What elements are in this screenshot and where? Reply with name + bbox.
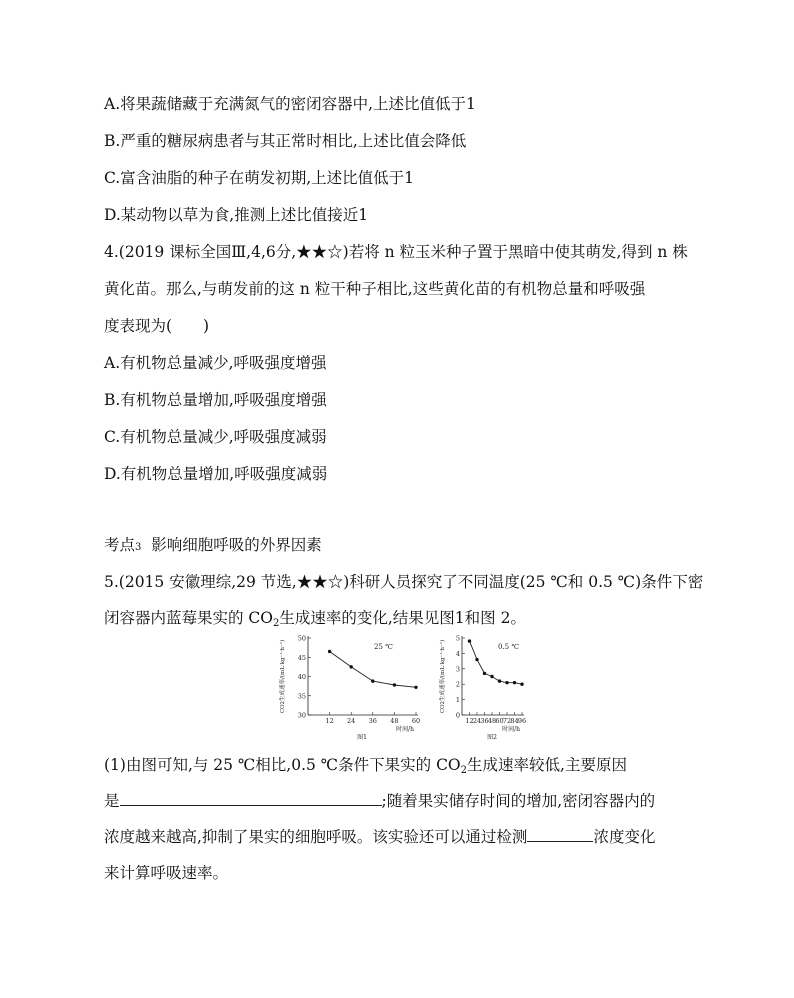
q5-p1-text-a: (1)由图可知,与 25 ℃相比,0.5 ℃条件下果实的 CO (104, 756, 461, 774)
section-title: 影响细胞呼吸的外界因素 (151, 536, 322, 554)
q5-line2-text-b: 生成速率的变化,结果见图1和图 2。 (279, 609, 526, 627)
section-prefix: 考点 (104, 536, 136, 554)
q3-option-a: A.将果蔬储藏于充满氮气的密闭容器中,上述比值低于1 (104, 95, 476, 113)
y-tick-label: 35 (297, 692, 306, 701)
q5-part1-line1 (104, 755, 627, 781)
data-point (475, 658, 478, 661)
co2-subscript-2: 2 (460, 765, 468, 776)
x-tick-label: 60 (411, 717, 421, 725)
y-tick-label: 4 (455, 649, 460, 658)
q5-stem-line1: 5.(2015 安徽理综,29 节选,★★☆)科研人员探究了不同温度(25 ℃和 0.5 ℃)条件下密 (104, 573, 704, 591)
data-point (414, 686, 417, 689)
data-point (350, 665, 353, 668)
q3-option-c: C.富含油脂的种子在萌发初期,上述比值低于1 (104, 169, 415, 187)
x-axis-label: 时间/h (396, 726, 414, 733)
y-tick-label: 30 (297, 711, 306, 720)
data-point (513, 681, 516, 684)
x-tick-label: 72 (502, 717, 512, 725)
figure-caption: 图2 (487, 734, 497, 741)
q4-option-b: B.有机物总量增加,呼吸强度增强 (104, 391, 327, 409)
data-point (393, 683, 396, 686)
data-point (498, 679, 501, 682)
x-tick-label: 60 (495, 717, 504, 725)
x-tick-label: 48 (487, 717, 497, 725)
data-point (328, 650, 331, 653)
x-tick-label: 36 (480, 717, 489, 725)
q5-part1-line2 (104, 791, 655, 811)
x-axis-label: 时间/h (502, 726, 520, 733)
q5-p2-text-a: 是 (104, 792, 120, 810)
x-tick-label: 12 (325, 717, 334, 725)
q4-option-d: D.有机物总量增加,呼吸强度减弱 (104, 465, 328, 483)
y-tick-label: 45 (297, 653, 306, 662)
temperature-annotation: 0.5 ℃ (498, 643, 520, 651)
answer-blank-2[interactable] (527, 827, 593, 842)
q4-stem-line1: 4.(2019 课标全国Ⅲ,4,6分,★★☆)若将 n 粒玉米种子置于黑暗中使其萌发,得到 n 株 (104, 243, 688, 261)
figure-2-chart (438, 634, 528, 748)
q5-p3-text-a: 浓度越来越高,抑制了果实的细胞呼吸。该实验还可以通过检测 (104, 828, 528, 846)
q5-p1-text-b: 生成速率较低,主要原因 (467, 756, 627, 774)
co2-subscript: 2 (273, 618, 280, 629)
q5-part1-line3 (104, 827, 655, 847)
x-tick-label: 24 (347, 717, 356, 725)
q4-option-a: A.有机物总量减少,呼吸强度增强 (104, 354, 327, 372)
q5-line2-text-a: 闭容器内蓝莓果实的 CO (104, 609, 273, 627)
data-point (468, 639, 471, 642)
data-point (520, 683, 523, 686)
y-tick-label: 0 (455, 711, 460, 720)
q4-stem-line2: 黄化苗。那么,与萌发前的这 n 粒干种子相比,这些黄化苗的有机物总量和呼吸强 (104, 280, 646, 298)
y-tick-label: 1 (455, 696, 460, 705)
y-tick-label: 50 (297, 634, 306, 643)
data-point (490, 675, 493, 678)
q5-p3-text-b: 浓度变化 (593, 828, 656, 846)
y-tick-label: 5 (455, 634, 460, 643)
answer-blank-1[interactable] (120, 791, 382, 806)
figure-1-chart (262, 634, 430, 748)
data-point (371, 679, 374, 682)
q3-option-b: B.严重的糖尿病患者与其正常时相比,上述比值会降低 (104, 132, 467, 150)
q5-p2-text-b: ;随着果实储存时间的增加,密闭容器内的 (381, 792, 656, 810)
figure-caption: 图1 (357, 734, 367, 741)
section-heading (104, 535, 322, 558)
x-tick-label: 84 (510, 717, 519, 725)
q5-part1-line4: 来计算呼吸速率。 (104, 864, 229, 882)
temperature-annotation: 25 ℃ (374, 643, 393, 651)
q3-option-d: D.某动物以草为食,推测上述比值接近1 (104, 206, 369, 224)
q4-option-c: C.有机物总量减少,呼吸强度减弱 (104, 428, 327, 446)
y-tick-label: 40 (297, 673, 306, 681)
x-tick-label: 36 (368, 717, 377, 725)
y-tick-label: 3 (455, 665, 460, 674)
y-axis-label: CO2生成速率/(mL·kg⁻¹·h⁻¹) (440, 639, 446, 714)
y-axis-label: CO2生成速率/(mL·kg⁻¹·h⁻¹) (280, 639, 286, 714)
section-number: 3 (135, 542, 142, 553)
y-tick-label: 2 (455, 680, 460, 689)
x-tick-label: 96 (517, 717, 527, 725)
x-tick-label: 12 (465, 717, 474, 725)
data-point (505, 681, 508, 684)
x-tick-label: 24 (472, 717, 482, 725)
x-tick-label: 48 (390, 717, 399, 725)
q4-stem-line3: 度表现为( ) (104, 317, 210, 335)
data-point (483, 672, 486, 675)
q5-stem-line2 (104, 608, 526, 634)
